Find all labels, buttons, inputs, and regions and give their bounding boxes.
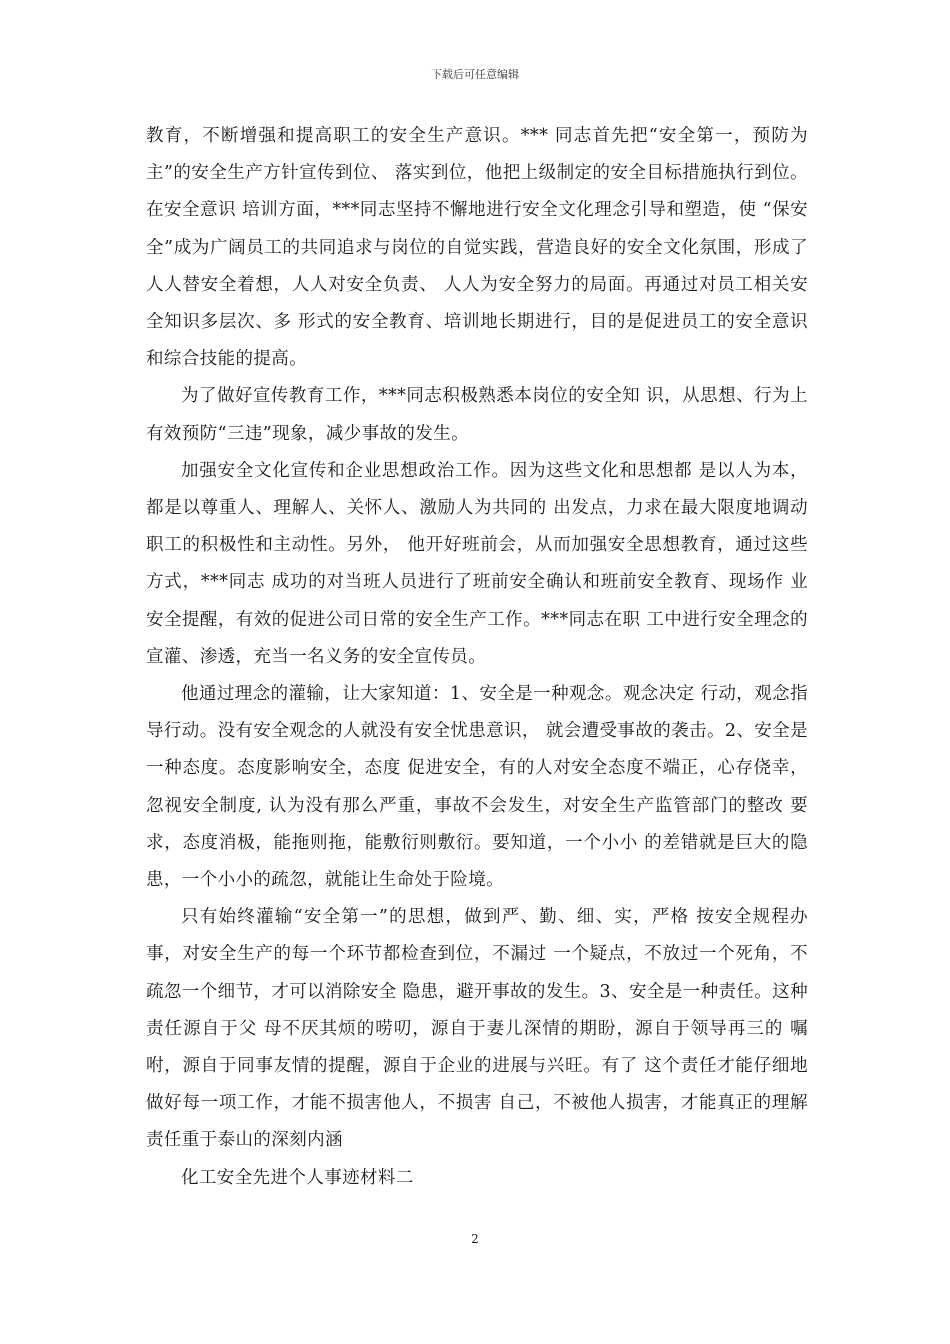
paragraph-5: 只有始终灌输“安全第一”的思想，做到严、勤、细、实，严格 按安全规程办事，对安全生产的每一个环节都检查到位，不漏过 一个疑点，不放过一个死角，不疏忽一个细节，才可以消除安全 隐患，避开事故的发生。3、安全是一种责任。这种责任源自于父 母不厌其烦的唠叨，源自于妻儿深情的期盼，源自于领导再三的 嘱咐，源自于同事友情的提醒，源自于企业的进展与兴旺。有了 这个责任才能仔细地做好每一项工作，才能不损害他人，不损害 自己，不被他人损害，才能真正的理解责任重于泰山的深刻内涵 <box>146 907 808 1151</box>
paragraph-1: 教育，不断增强和提高职工的安全生产意识。*** 同志首先把“安全第一，预防为主”的安全生产方针宣传到位、 落实到位，他把上级制定的安全目标措施执行到位。在安全意识 培训方面，***同志坚持不懈地进行安全文化理念引导和塑造，使 “保安全”成为广阔员工的共同追求与岗位的自觉实践，营造良好的安全文化氛围，形成了人人替安全着想，人人对安全负责、 人人为安全努力的局面。再通过对员工相关安全知识多层次、多 形式的安全教育、培训地长期进行，目的是促进员工的安全意识 和综合技能的提高。 <box>146 126 808 370</box>
paragraph-2: 为了做好宣传教育工作，***同志积极熟悉本岗位的安全知 识，从思想、行为上有效预防“三违”现象，减少事故的发生。 <box>146 386 808 444</box>
paragraph-3: 加强安全文化宣传和企业思想政治工作。因为这些文化和思想都 是以人为本，都是以尊重人、理解人、关怀人、激励人为共同的 出发点，力求在最大限度地调动职工的积极性和主动性。另外， 他开好班前会，从而加强安全思想教育，通过这些方式，***同志 成功的对当班人员进行了班前安全确认和班前安全教育、现场作 业安全提醒，有效的促进公司日常的安全生产工作。***同志在职 工中进行安全理念的宣灌、渗透，充当一名义务的安全宣传员。 <box>146 460 808 667</box>
page-number: 2 <box>471 1232 479 1246</box>
page-header: 下载后可任意编辑 <box>431 68 519 81</box>
section-title: 化工安全先进个人事迹材料二 <box>181 1167 414 1188</box>
document-body <box>146 118 808 1197</box>
paragraph-4: 他通过理念的灌输，让大家知道：1、安全是一种观念。观念决定 行动，观念指导行动。没有安全观念的人就没有安全忧患意识， 就会遭受事故的袭击。2、安全是一种态度。态度影响安全，态度 促进安全，有的人对安全态度不端正，心存侥幸，忽视安全制度, 认为没有那么严重，事故不会发生，对安全生产监管部门的整改 要求，态度消极，能拖则拖，能敷衍则敷衍。要知道，一个小小 的差错就是巨大的隐患，一个小小的疏忽，就能让生命处于险境。 <box>146 684 808 891</box>
